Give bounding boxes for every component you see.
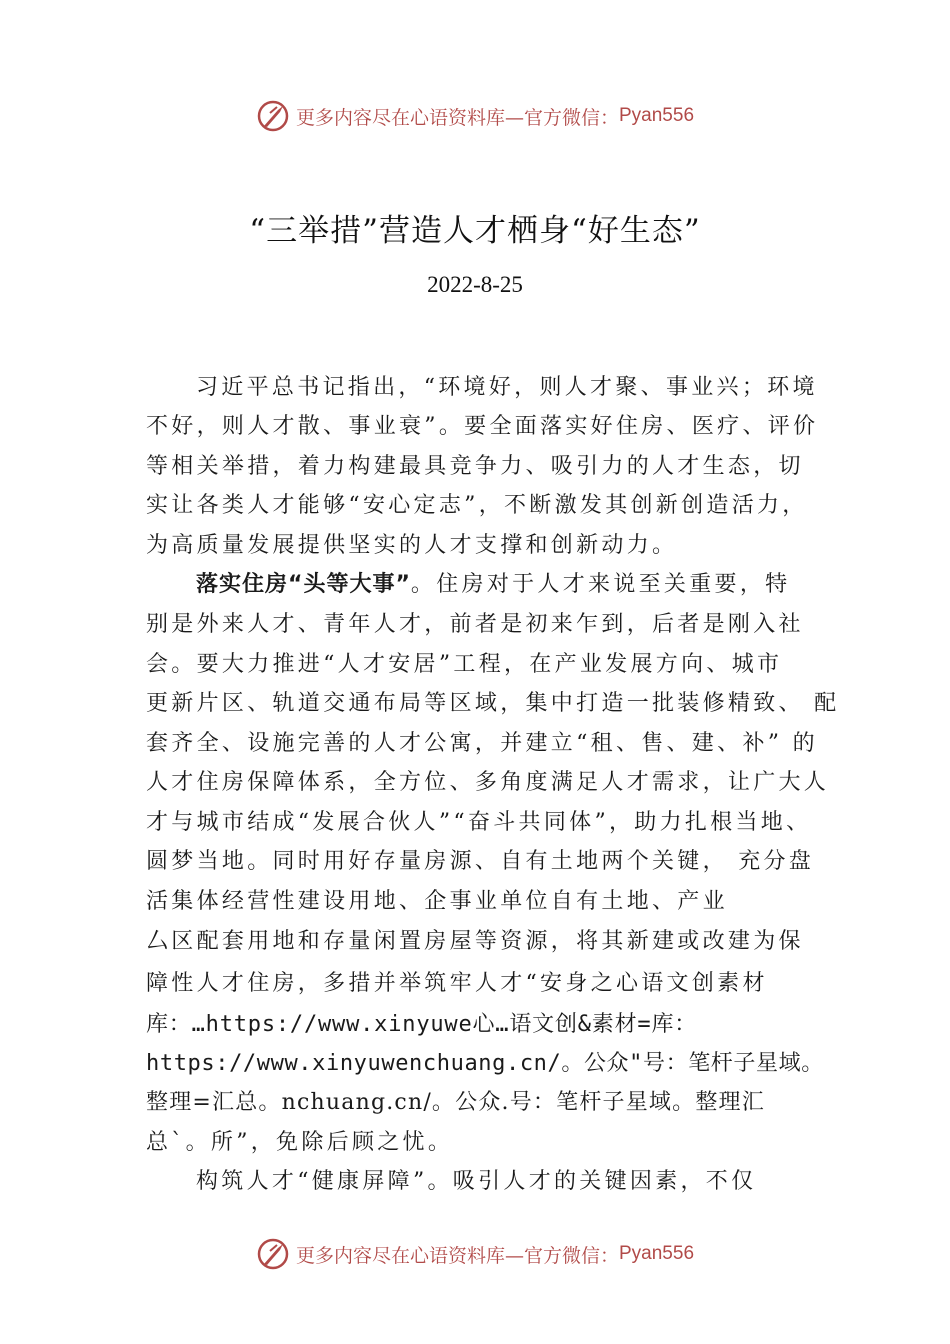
body-line: 不好，则人才散、事业衰”。要全面落实好住房、医疗、评价 — [146, 414, 819, 439]
pen-nib-circle-icon — [256, 1237, 290, 1271]
body-line: 厶区配套用地和存量闲置房屋等资源，将其新建或改建为保 — [146, 929, 804, 954]
document-date: 2022-8-25 — [427, 272, 523, 297]
watermark-footer — [0, 1234, 950, 1274]
body-line: 会。要大力推进“人才安居”工程，在产业发展方向、城市 — [146, 652, 783, 677]
body-line: 圆梦当地。同时用好存量房源、自有土地两个关键， 充分盘 — [146, 849, 815, 874]
body-line: 总`。所”，免除后顾之忧。 — [146, 1130, 454, 1155]
body-line: 习近平总书记指出，“环境好，则人才聚、事业兴；环境 — [196, 375, 818, 400]
body-line-spam: 库：…https://www.xinyuwe心…语文创&素材=库： — [146, 1012, 698, 1037]
body-line: 人才住房保障体系，全方位、多角度满足人才需求，让广大人 — [146, 770, 830, 795]
body-line: 为高质量发展提供坚实的人才支撑和创新动力。 — [146, 533, 678, 558]
watermark-brand-text: 更多内容尽在心语资料库—官方微信： — [295, 1244, 619, 1267]
body-line: 更新片区、轨道交通布局等区域，集中打造一批装修精致、 配 — [146, 691, 840, 716]
pen-nib-circle-icon — [256, 99, 290, 133]
watermark-contact: Pyan556 — [619, 1243, 695, 1264]
section-heading-housing: 落实住房“头等大事” — [196, 572, 411, 597]
body-line: 别是外来人才、青年人才，前者是初来乍到，后者是刚入社 — [146, 612, 804, 637]
body-line: 套齐全、设施完善的人才公寓，并建立“租、售、建、补” 的 — [146, 731, 818, 756]
body-line: 活集体经营性建设用地、企事业单位自有土地、产业 — [146, 889, 728, 914]
watermark-contact: Pyan556 — [619, 105, 695, 126]
watermark-header — [0, 96, 950, 136]
watermark-brand-text: 更多内容尽在心语资料库—官方微信： — [295, 106, 619, 129]
body-line: 才与城市结成“发展合伙人”“奋斗共同体”，助力扎根当地、 — [146, 810, 812, 835]
body-line: 障性人才住房，多措并举筑牢人才“安身之心语文创素材 — [146, 971, 768, 996]
body-line: 构筑人才“健康屏障”。吸引人才的关键因素，不仅 — [196, 1169, 757, 1194]
body-line-spam: https://www.xinyuwenchuang.cn/。公众"号：笔杆子星域。 — [146, 1051, 824, 1076]
body-line: 实让各类人才能够“安心定志”，不断激发其创新创造活力， — [146, 493, 808, 518]
body-line: 等相关举措，着力构建最具竞争力、吸引力的人才生态，切 — [146, 454, 804, 479]
body-line — [196, 570, 790, 600]
body-line-rest: 。住房对于人才来说至关重要，特 — [410, 572, 791, 597]
body-line-spam: 整理=汇总。nchuang.cn/。公众.号：笔杆子星域。整理汇 — [146, 1090, 765, 1115]
document-title: “三举措”营造人才栖身“好生态” — [249, 213, 701, 249]
